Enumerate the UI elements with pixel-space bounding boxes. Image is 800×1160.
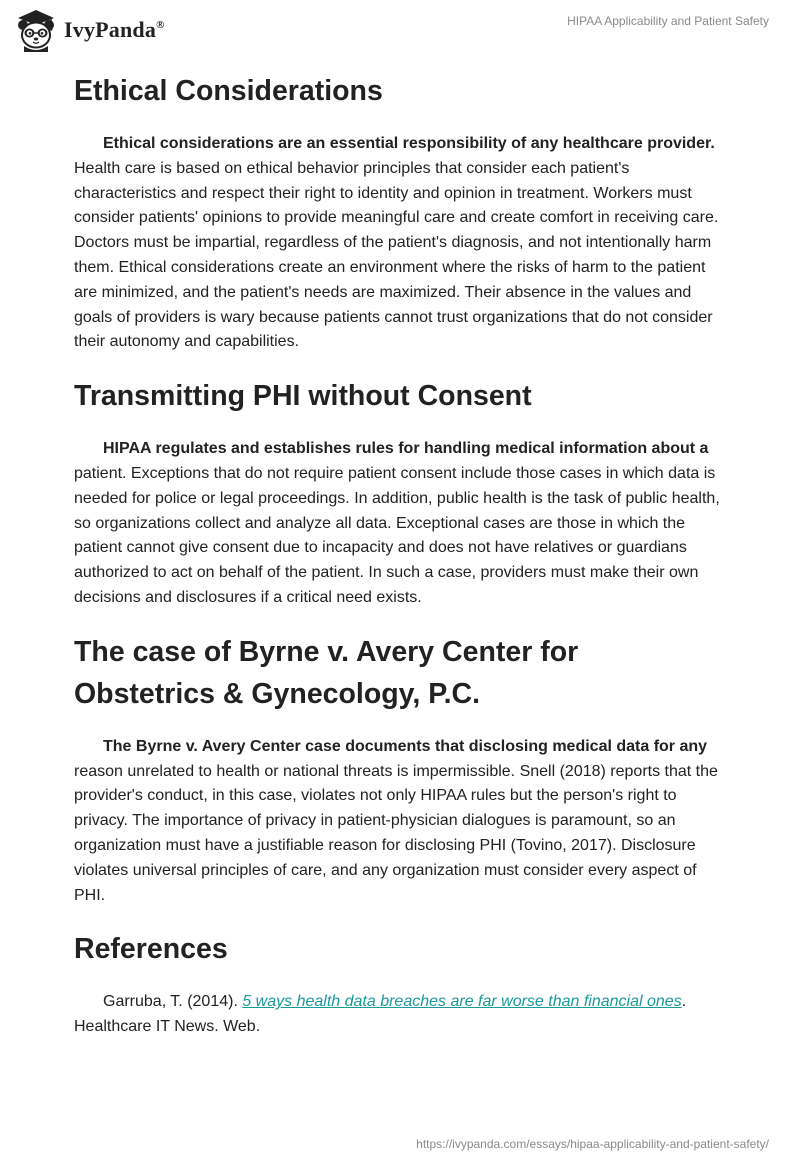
reference-prefix: Garruba, T. (2014). xyxy=(103,993,243,1011)
section-references xyxy=(74,928,726,1040)
reference-suffix: . Healthcare IT News. Web. xyxy=(74,993,687,1036)
footer-url[interactable]: https://ivypanda.com/essays/hipaa-applicability-and-patient-safety/ xyxy=(416,1137,769,1151)
section-paragraph xyxy=(74,735,726,909)
paragraph-lead: HIPAA regulates and establishes rules for handling medical information about a xyxy=(103,440,709,458)
section-heading: References xyxy=(74,933,228,966)
section-paragraph xyxy=(74,437,726,611)
reference-link[interactable]: 5 ways health data breaches are far worse than financial ones xyxy=(242,993,682,1011)
document-title: HIPAA Applicability and Patient Safety xyxy=(567,14,769,28)
section-heading: Transmitting PHI without Consent xyxy=(74,380,532,413)
paragraph-body: patient. Exceptions that do not require patient consent include those cases in which data is needed for police or legal proceedings. In addition, public health is the task of public health, so organizations collect and analyze all data. Exceptional cases are those in which the patient cannot give consent due to incapacity and does not have relatives or guardians authorized to act on behalf of the patient. In such a case, providers must make their own decisions and disclosures if a critical need exists. xyxy=(74,464,720,606)
panda-mascot-icon xyxy=(14,8,58,52)
paragraph-body: reason unrelated to health or national threats is impermissible. Snell (2018) reports that the provider's conduct, in this case, violates not only HIPAA rules but the person's right to privacy. The importance of privacy in patient-physician dialogues is paramount, so an organization must have a justifiable reason for disclosing PHI (Tovino, 2017). Disclosure violates universal principles of care, and any organization must consider every aspect of PHI. xyxy=(74,762,718,904)
reference-item xyxy=(74,990,726,1040)
paragraph-lead: The Byrne v. Avery Center case documents that disclosing medical data for any xyxy=(103,737,708,755)
paragraph-lead: Ethical considerations are an essential responsibility of any healthcare provider. xyxy=(103,135,715,152)
brand-logo[interactable] xyxy=(14,8,165,52)
page-header xyxy=(0,0,800,60)
section-heading: Ethical Considerations xyxy=(74,75,383,107)
section-transmitting-phi xyxy=(74,375,726,611)
section-byrne-case xyxy=(74,631,726,909)
section-ethical-considerations xyxy=(74,70,726,355)
essay-content xyxy=(74,70,726,1040)
brand-text: IvyPanda xyxy=(64,17,157,42)
trademark-symbol: ® xyxy=(156,19,165,31)
section-heading: The case of Byrne v. Avery Center for Obstetrics & Gynecology, P.C. xyxy=(74,635,579,710)
paragraph-body: Health care is based on ethical behavior principles that consider each patient's characteristics and respect their right to identity and opinion in treatment. Workers must consider patients' opinions to provide meaningful care and create comfort in receiving care. Doctors must be impartial, regardless of the patient's diagnosis, and not intentionally harm them. Ethical considerations create an environment where the risks of harm to the patient are minimized, and the patient's needs are maximized. Their absence in the values and goals of providers is wary because patients cannot trust organizations that do not consider their autonomy and capabilities. xyxy=(74,159,719,351)
section-paragraph xyxy=(74,132,726,355)
brand-name xyxy=(64,17,165,43)
